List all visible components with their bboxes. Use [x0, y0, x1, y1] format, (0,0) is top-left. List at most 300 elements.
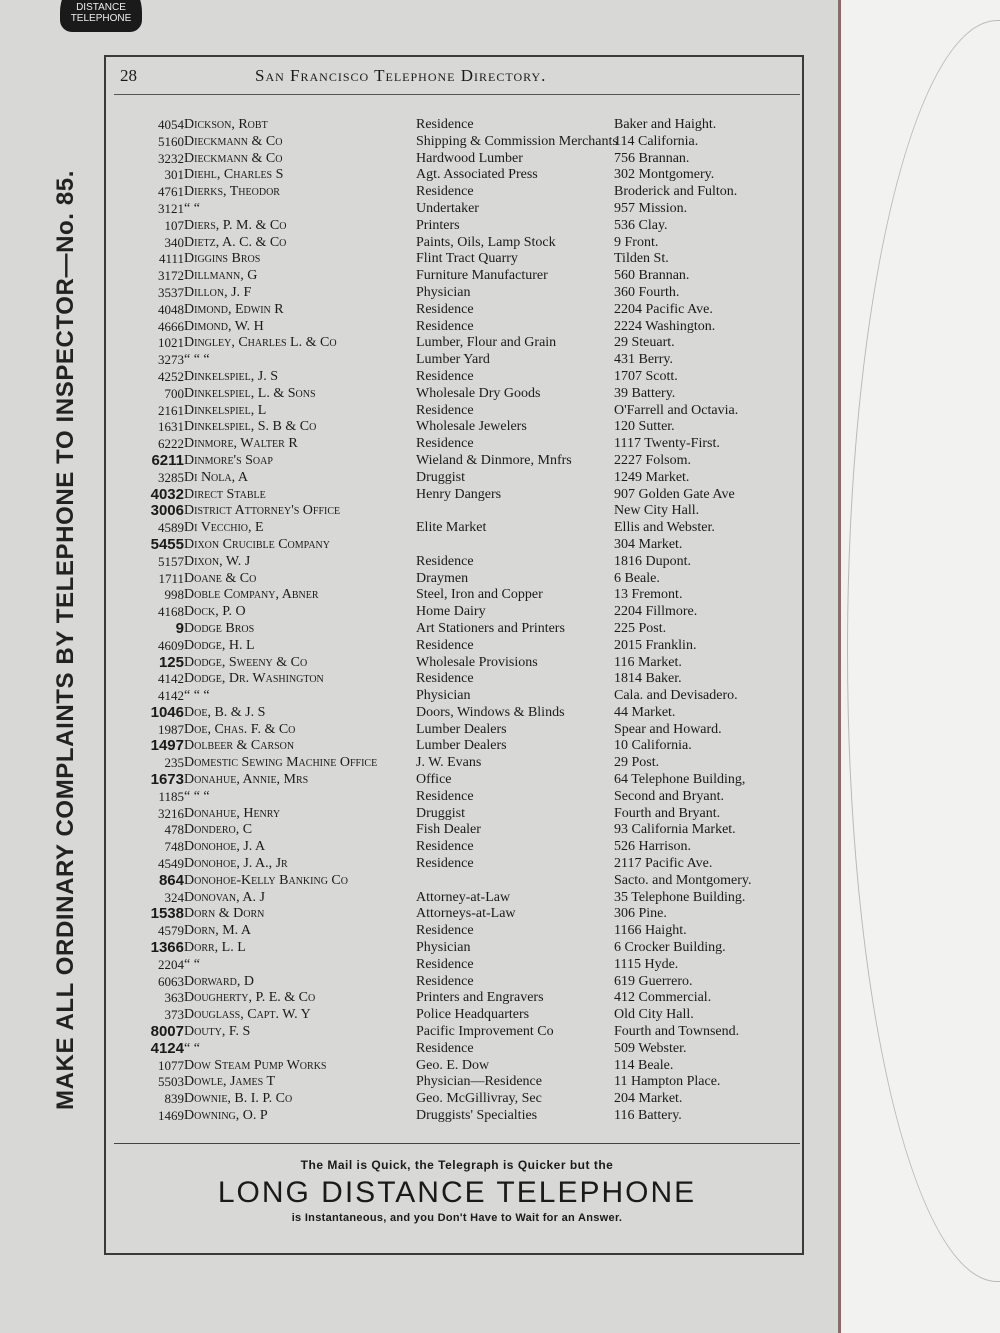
entry-description: Furniture Manufacturer — [416, 268, 548, 284]
entry-description: Hardwood Lumber — [416, 150, 523, 166]
entry-address: 114 Beale. — [614, 1057, 674, 1073]
entry-description: Police Headquarters — [416, 1007, 530, 1023]
entry-description: Geo. E. Dow — [416, 1057, 490, 1073]
directory-listings — [112, 117, 802, 1125]
directory-entry — [112, 571, 802, 588]
directory-entry — [112, 537, 802, 554]
subscriber-name: Dinkelspiel, L — [184, 402, 267, 418]
entry-description: Residence — [416, 788, 474, 804]
phone-number: 4142 — [158, 671, 184, 687]
subscriber-name: Donahue, Annie, Mrs — [184, 772, 309, 788]
subscriber-name: Dierks, Theodor — [184, 184, 280, 200]
advertisement-footer — [114, 1158, 800, 1224]
phone-number: 107 — [164, 217, 184, 233]
entry-address: 29 Post. — [614, 755, 660, 771]
subscriber-name: Donohoe, J. A — [184, 839, 266, 855]
subscriber-name: Diehl, Charles S — [184, 167, 284, 183]
subscriber-name: Doble Company, Abner — [184, 587, 319, 603]
phone-number: 4054 — [158, 117, 184, 132]
phone-number: 9 — [175, 619, 184, 637]
entry-address: 39 Battery. — [614, 385, 676, 401]
directory-entry — [112, 285, 802, 302]
entry-description: Residence — [416, 368, 474, 384]
phone-number: 3273 — [158, 352, 184, 368]
subscriber-name: Dillmann, G — [184, 268, 258, 284]
telephone-bell-logo — [60, 0, 142, 32]
phone-number: 3216 — [158, 805, 184, 821]
subscriber-name: Downie, B. I. P. Co — [184, 1091, 293, 1107]
entry-description: Wholesale Jewelers — [416, 419, 527, 435]
phone-number: 3121 — [158, 200, 184, 216]
subscriber-name: Dondero, C — [184, 822, 253, 838]
phone-number: 4124 — [150, 1039, 184, 1057]
subscriber-name: Dinmore, Walter R — [184, 436, 298, 452]
header-divider — [114, 94, 800, 95]
entry-description: Residence — [416, 973, 474, 989]
phone-number: 363 — [164, 990, 184, 1006]
entry-description: J. W. Evans — [416, 755, 482, 771]
entry-address: 6 Crocker Building. — [614, 940, 726, 956]
phone-number: 2161 — [158, 402, 184, 418]
entry-description: Wholesale Dry Goods — [416, 385, 541, 401]
directory-entry — [112, 789, 802, 806]
directory-entry — [112, 856, 802, 873]
phone-number: 4609 — [158, 637, 184, 653]
phone-number: 4168 — [158, 604, 184, 620]
directory-entry — [112, 436, 802, 453]
page-title: San Francisco Telephone Directory. — [255, 66, 547, 85]
directory-entry — [112, 419, 802, 436]
phone-number: 1538 — [150, 905, 184, 923]
subscriber-name: Donovan, A. J — [184, 889, 265, 905]
badge-line-2: TELEPHONE — [70, 13, 132, 24]
entry-description: Doors, Windows & Blinds — [416, 704, 565, 720]
directory-entry — [112, 369, 802, 386]
subscriber-name: Dinkelspiel, L. & Sons — [184, 385, 316, 401]
phone-number: 4142 — [158, 688, 184, 704]
phone-number: 4589 — [158, 520, 184, 536]
directory-entry — [112, 957, 802, 974]
phone-number: 301 — [164, 167, 184, 183]
entry-description: Printers and Engravers — [416, 990, 544, 1006]
entry-description: Residence — [416, 402, 474, 418]
phone-number: 1046 — [150, 703, 184, 721]
directory-entry — [112, 604, 802, 621]
phone-number: 5157 — [158, 553, 184, 569]
entry-address: Sacto. and Montgomery. — [614, 872, 752, 888]
entry-description: Residence — [416, 318, 474, 334]
directory-entry — [112, 772, 802, 789]
phone-number: 1673 — [150, 771, 184, 789]
phone-number: 4549 — [158, 856, 184, 872]
entry-description: Pacific Improvement Co — [416, 1024, 554, 1040]
directory-entry — [112, 1108, 802, 1125]
entry-address: 9 Front. — [614, 234, 659, 250]
entry-description: Shipping & Commission Merchants — [416, 133, 618, 149]
entry-address: 560 Brannan. — [614, 268, 690, 284]
directory-entry — [112, 923, 802, 940]
entry-description: Home Dairy — [416, 604, 486, 620]
subscriber-name: “ “ — [184, 956, 200, 972]
directory-entry — [112, 873, 802, 890]
entry-address: 116 Market. — [614, 654, 682, 670]
entry-description: Lumber Yard — [416, 352, 490, 368]
phone-number: 235 — [164, 755, 184, 771]
phone-number: 373 — [164, 1007, 184, 1023]
subscriber-name: Douglass, Capt. W. Y — [184, 1007, 311, 1023]
entry-address: 509 Webster. — [614, 1040, 687, 1056]
entry-description: Paints, Oils, Lamp Stock — [416, 234, 556, 250]
subscriber-name: Dorn, M. A — [184, 923, 252, 939]
subscriber-name: Dimond, W. H — [184, 318, 264, 334]
directory-entry — [112, 352, 802, 369]
directory-entry — [112, 722, 802, 739]
entry-description: Druggists' Specialties — [416, 1108, 538, 1124]
directory-entry — [112, 403, 802, 420]
phone-number: 1631 — [158, 419, 184, 435]
entry-address: Ellis and Webster. — [614, 520, 715, 536]
entry-description: Residence — [416, 956, 474, 972]
subscriber-name: Doane & Co — [184, 570, 257, 586]
entry-address: 2227 Folsom. — [614, 452, 692, 468]
phone-number: 1497 — [150, 737, 184, 755]
directory-entry — [112, 184, 802, 201]
entry-address: 114 California. — [614, 133, 699, 149]
subscriber-name: Di Nola, A — [184, 469, 248, 485]
directory-entry — [112, 638, 802, 655]
phone-number: 4048 — [158, 301, 184, 317]
directory-entry — [112, 974, 802, 991]
entry-address: 1117 Twenty-First. — [614, 436, 720, 452]
entry-address: 225 Post. — [614, 620, 667, 636]
entry-description: Geo. McGillivray, Sec — [416, 1091, 542, 1107]
entry-address: Spear and Howard. — [614, 721, 722, 737]
phone-number: 5160 — [158, 133, 184, 149]
subscriber-name: Dowle, James T — [184, 1074, 276, 1090]
subscriber-name: Donahue, Henry — [184, 805, 281, 821]
directory-entry — [112, 134, 802, 151]
entry-description: Physician — [416, 940, 471, 956]
ad-line-3: is Instantaneous, and you Don't Have to Wait for an Answer. — [291, 1212, 623, 1224]
directory-entry — [112, 688, 802, 705]
phone-number: 2204 — [158, 956, 184, 972]
subscriber-name: Dorr, L. L — [184, 940, 246, 956]
directory-entry — [112, 470, 802, 487]
subscriber-name: Diggins Bros — [184, 251, 261, 267]
directory-entry — [112, 201, 802, 218]
subscriber-name: Dieckmann & Co — [184, 133, 283, 149]
ad-headline: LONG DISTANCE TELEPHONE — [217, 1176, 697, 1209]
phone-number: 1987 — [158, 721, 184, 737]
phone-number: 3006 — [150, 502, 184, 520]
directory-entry — [112, 1058, 802, 1075]
entry-address: Second and Bryant. — [614, 788, 725, 804]
phone-number: 998 — [164, 587, 184, 603]
page-number: 28 — [120, 66, 137, 85]
entry-address: 2204 Pacific Ave. — [614, 301, 713, 317]
phone-number: 5455 — [150, 535, 184, 553]
entry-description: Physician — [416, 284, 471, 300]
phone-number: 340 — [164, 234, 184, 250]
directory-entry — [112, 151, 802, 168]
entry-address: 2204 Fillmore. — [614, 604, 698, 620]
directory-entry — [112, 319, 802, 336]
page-curl — [847, 20, 1000, 1282]
entry-address: 11 Hampton Place. — [614, 1074, 721, 1090]
entry-description: Residence — [416, 856, 474, 872]
directory-entry — [112, 117, 802, 134]
entry-address: 360 Fourth. — [614, 284, 680, 300]
entry-address: 6 Beale. — [614, 570, 660, 586]
subscriber-name: Dixon Crucible Company — [184, 536, 330, 552]
phone-number: 1366 — [150, 939, 184, 957]
phone-number: 4579 — [158, 923, 184, 939]
entry-description: Henry Dangers — [416, 486, 502, 502]
entry-description: Residence — [416, 923, 474, 939]
directory-entry — [112, 1091, 802, 1108]
entry-address: 304 Market. — [614, 536, 683, 552]
entry-address: 957 Mission. — [614, 200, 688, 216]
directory-entry — [112, 520, 802, 537]
entry-address: 431 Berry. — [614, 352, 673, 368]
entry-address: 1115 Hyde. — [614, 956, 679, 972]
subscriber-name: Douty, F. S — [184, 1024, 251, 1040]
phone-number: 4666 — [158, 318, 184, 334]
subscriber-name: “ “ “ — [184, 688, 210, 704]
directory-entry — [112, 1024, 802, 1041]
subscriber-name: Dixon, W. J — [184, 553, 251, 569]
entry-description: Residence — [416, 301, 474, 317]
entry-address: 1814 Baker. — [614, 671, 682, 687]
entry-description: Art Stationers and Printers — [416, 620, 565, 636]
entry-address: 29 Steuart. — [614, 335, 675, 351]
entry-description: Attorney-at-Law — [416, 889, 511, 905]
facing-page-edge — [838, 0, 1000, 1333]
entry-description: Residence — [416, 839, 474, 855]
entry-address: 536 Clay. — [614, 217, 668, 233]
entry-description: Residence — [416, 117, 474, 132]
directory-entry — [112, 738, 802, 755]
phone-number: 324 — [164, 889, 184, 905]
subscriber-name: Dougherty, P. E. & Co — [184, 990, 316, 1006]
directory-entry — [112, 554, 802, 571]
directory-entry — [112, 705, 802, 722]
phone-number: 3172 — [158, 268, 184, 284]
subscriber-name: Dow Steam Pump Works — [184, 1057, 327, 1073]
phone-number: 1021 — [158, 335, 184, 351]
subscriber-name: Dimond, Edwin R — [184, 301, 284, 317]
entry-address: 306 Pine. — [614, 906, 667, 922]
phone-number: 700 — [164, 385, 184, 401]
entry-description: Elite Market — [416, 520, 487, 536]
directory-entry — [112, 621, 802, 638]
subscriber-name: Dillon, J. F — [184, 284, 252, 300]
entry-address: 13 Fremont. — [614, 587, 683, 603]
entry-address: 756 Brannan. — [614, 150, 690, 166]
directory-entry — [112, 890, 802, 907]
phone-number: 864 — [158, 871, 184, 889]
entry-address: 10 California. — [614, 738, 692, 754]
entry-address: 907 Golden Gate Ave — [614, 486, 735, 502]
entry-description: Flint Tract Quarry — [416, 251, 518, 267]
entry-description: Residence — [416, 637, 474, 653]
subscriber-name: “ “ — [184, 1040, 200, 1056]
entry-description: Attorneys-at-Law — [416, 906, 516, 922]
entry-description: Residence — [416, 553, 474, 569]
entry-address: Baker and Haight. — [614, 117, 717, 132]
entry-description: Residence — [416, 436, 474, 452]
subscriber-name: Diers, P. M. & Co — [184, 217, 287, 233]
subscriber-name: Donohoe, J. A., Jr — [184, 856, 288, 872]
subscriber-name: Dodge, Sweeny & Co — [184, 654, 308, 670]
directory-entry — [112, 1074, 802, 1091]
directory-entry — [112, 940, 802, 957]
entry-description: Residence — [416, 671, 474, 687]
subscriber-name: “ “ “ — [184, 352, 210, 368]
phone-number: 1469 — [158, 1108, 184, 1124]
directory-entry — [112, 453, 802, 470]
ad-line-1: The Mail is Quick, the Telegraph is Quicker but the — [300, 1158, 614, 1172]
directory-entry — [112, 655, 802, 672]
subscriber-name: “ “ — [184, 200, 200, 216]
directory-entry — [112, 503, 802, 520]
phone-number: 1077 — [158, 1057, 184, 1073]
phone-number: 839 — [164, 1091, 184, 1107]
phone-number: 4032 — [150, 485, 184, 503]
entry-description: Agt. Associated Press — [416, 167, 538, 183]
subscriber-name: Dolbeer & Carson — [184, 738, 295, 754]
subscriber-name: Dodge Bros — [184, 620, 255, 636]
entry-address: Old City Hall. — [614, 1007, 694, 1023]
subscriber-name: Dingley, Charles L. & Co — [184, 335, 337, 351]
entry-description: Fish Dealer — [416, 822, 481, 838]
phone-number: 4111 — [158, 251, 184, 267]
directory-entry — [112, 839, 802, 856]
entry-description: Printers — [416, 217, 460, 233]
phone-number: 3537 — [158, 284, 184, 300]
subscriber-name: Dorward, D — [184, 973, 255, 989]
entry-description: Druggist — [416, 469, 465, 485]
entry-description: Physician — [416, 688, 471, 704]
entry-address: New City Hall. — [614, 503, 700, 519]
entry-address: 2224 Washington. — [614, 318, 716, 334]
phone-number: 1185 — [158, 788, 184, 804]
phone-number: 4761 — [158, 184, 184, 200]
entry-description: Lumber Dealers — [416, 721, 507, 737]
directory-entry — [112, 906, 802, 923]
entry-address: O'Farrell and Octavia. — [614, 402, 739, 418]
subscriber-name: Doe, Chas. F. & Co — [184, 721, 296, 737]
entry-description: Wieland & Dinmore, Mnfrs — [416, 452, 572, 468]
entry-address: 204 Market. — [614, 1091, 683, 1107]
phone-number: 6222 — [158, 436, 184, 452]
entry-address: 2015 Franklin. — [614, 637, 697, 653]
subscriber-name: Domestic Sewing Machine Office — [184, 755, 378, 771]
subscriber-name: Dinkelspiel, S. B & Co — [184, 419, 317, 435]
directory-entry — [112, 235, 802, 252]
directory-entry — [112, 587, 802, 604]
subscriber-name: Downing, O. P — [184, 1108, 268, 1124]
entry-description: Lumber, Flour and Grain — [416, 335, 557, 351]
footer-divider — [114, 1143, 800, 1144]
entry-address: 2117 Pacific Ave. — [614, 856, 713, 872]
entry-address: 1816 Dupont. — [614, 553, 691, 569]
entry-address: 35 Telephone Building. — [614, 889, 746, 905]
subscriber-name: Dinmore's Soap — [184, 452, 273, 468]
directory-entry — [112, 822, 802, 839]
phone-number: 478 — [164, 822, 184, 838]
entry-description: Wholesale Provisions — [416, 654, 538, 670]
subscriber-name: Dinkelspiel, J. S — [184, 368, 279, 384]
subscriber-name: Dodge, Dr. Washington — [184, 671, 324, 687]
directory-entry — [112, 487, 802, 504]
phone-number: 6063 — [158, 973, 184, 989]
directory-entry — [112, 218, 802, 235]
directory-entry — [112, 251, 802, 268]
entry-address: 412 Commercial. — [614, 990, 712, 1006]
entry-address: 116 Battery. — [614, 1108, 682, 1124]
directory-entry — [112, 990, 802, 1007]
entry-description: Residence — [416, 1040, 474, 1056]
directory-entry — [112, 302, 802, 319]
subscriber-name: Dodge, H. L — [184, 637, 255, 653]
entry-description: Lumber Dealers — [416, 738, 507, 754]
subscriber-name: Donohoe-Kelly Banking Co — [184, 872, 348, 888]
phone-number: 8007 — [150, 1023, 184, 1041]
subscriber-name: Di Vecchio, E — [184, 520, 264, 536]
directory-entry — [112, 386, 802, 403]
page-header — [110, 66, 800, 90]
entry-description: Undertaker — [416, 200, 479, 216]
entry-address: Tilden St. — [614, 251, 669, 267]
subscriber-name: Dickson, Robt — [184, 117, 268, 132]
entry-description: Draymen — [416, 570, 469, 586]
entry-address: 120 Sutter. — [614, 419, 675, 435]
phone-number: 1711 — [158, 570, 184, 586]
subscriber-name: Direct Stable — [184, 486, 266, 502]
entry-address: 64 Telephone Building, — [614, 772, 746, 788]
phone-number: 3232 — [158, 150, 184, 166]
directory-entry — [112, 335, 802, 352]
phone-number: 125 — [158, 653, 184, 671]
directory-entry — [112, 268, 802, 285]
subscriber-name: District Attorney's Office — [184, 503, 341, 519]
entry-address: 93 California Market. — [614, 822, 736, 838]
subscriber-name: “ “ “ — [184, 788, 210, 804]
entry-address: Cala. and Devisadero. — [614, 688, 738, 704]
entry-address: 619 Guerrero. — [614, 973, 693, 989]
entry-description: Residence — [416, 184, 474, 200]
subscriber-name: Doe, B. & J. S — [184, 704, 266, 720]
directory-entry — [112, 167, 802, 184]
entry-address: 44 Market. — [614, 704, 676, 720]
entry-description: Druggist — [416, 805, 465, 821]
directory-entry — [112, 1007, 802, 1024]
directory-entry — [112, 806, 802, 823]
entry-address: 302 Montgomery. — [614, 167, 715, 183]
directory-entry — [112, 755, 802, 772]
subscriber-name: Dieckmann & Co — [184, 150, 283, 166]
side-banner: MAKE ALL ORDINARY COMPLAINTS BY TELEPHONE TO INSPECTOR—No. 85. — [52, 170, 79, 1110]
entry-address: Broderick and Fulton. — [614, 184, 738, 200]
directory-entry — [112, 1041, 802, 1058]
entry-address: 1707 Scott. — [614, 368, 678, 384]
entry-address: 526 Harrison. — [614, 839, 691, 855]
phone-number: 6211 — [151, 451, 184, 469]
entry-address: Fourth and Townsend. — [614, 1024, 740, 1040]
phone-number: 748 — [164, 839, 184, 855]
directory-entry — [112, 671, 802, 688]
